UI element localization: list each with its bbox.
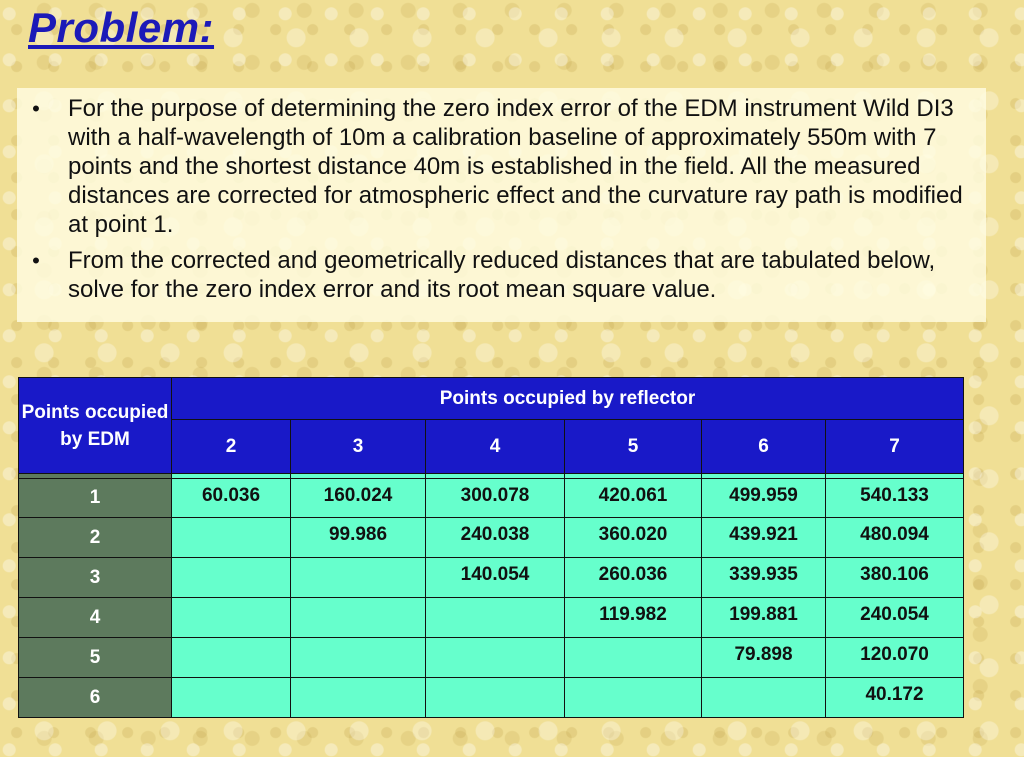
table-cell: 240.054 (826, 598, 964, 638)
table-cell (426, 678, 565, 718)
column-header: 2 (172, 420, 291, 474)
distance-table (18, 377, 964, 718)
column-header: 3 (291, 420, 426, 474)
table-cell (291, 598, 426, 638)
table-cell: 119.982 (565, 598, 702, 638)
slide-title: Problem: (28, 4, 215, 51)
table-row (19, 558, 964, 598)
table-cell: 199.881 (702, 598, 826, 638)
table-cell (565, 678, 702, 718)
table-cell: 40.172 (826, 678, 964, 718)
table-cell: 499.959 (702, 479, 826, 518)
table-cell: 260.036 (565, 558, 702, 598)
table-cell (172, 558, 291, 598)
table-cell (172, 518, 291, 558)
table-row (19, 678, 964, 718)
column-header: 6 (702, 420, 826, 474)
bullet-text: From the corrected and geometrically reduced distances that are tabulated below, solve for the zero index error and its root mean square value. (68, 247, 936, 303)
row-label: 2 (19, 518, 172, 558)
column-header: 7 (826, 420, 964, 474)
row-label: 4 (19, 598, 172, 638)
table-cell: 480.094 (826, 518, 964, 558)
table-cell: 540.133 (826, 479, 964, 518)
table-cell (426, 638, 565, 678)
bullet-item (17, 88, 986, 239)
row-label: 1 (19, 479, 172, 518)
table-cell (172, 678, 291, 718)
row-label: 3 (19, 558, 172, 598)
table-row (19, 638, 964, 678)
table-cell (172, 638, 291, 678)
table-cell (565, 638, 702, 678)
bullet-text: For the purpose of determining the zero index error of the EDM instrument Wild DI3 with a half-wavelength of 10m a calibration baseline of approximately 550m with 7 points and the shortest distance 40m is established in the field. All the measured distances are corrected for atmospheric effect and the curvature ray path is modified at point 1. (68, 95, 963, 238)
bullet-icon: • (32, 96, 40, 121)
table-cell: 79.898 (702, 638, 826, 678)
bullet-list (17, 88, 986, 304)
table-cell (291, 558, 426, 598)
table-row (19, 479, 964, 518)
reflector-points-header: Points occupied by reflector (172, 378, 964, 420)
table-cell: 60.036 (172, 479, 291, 518)
table-cell (702, 678, 826, 718)
table-cell: 339.935 (702, 558, 826, 598)
table-cell: 300.078 (426, 479, 565, 518)
edm-points-header: Points occupied by EDM (19, 378, 172, 474)
table-row (19, 518, 964, 558)
bullet-icon: • (32, 248, 40, 273)
table-cell (172, 598, 291, 638)
table-cell (291, 678, 426, 718)
column-header: 4 (426, 420, 565, 474)
table-cell (291, 638, 426, 678)
bullet-item (17, 246, 986, 304)
table-row (19, 598, 964, 638)
table-cell (426, 598, 565, 638)
table-cell: 120.070 (826, 638, 964, 678)
table-cell: 380.106 (826, 558, 964, 598)
table-cell: 160.024 (291, 479, 426, 518)
table-cell: 240.038 (426, 518, 565, 558)
table-cell: 140.054 (426, 558, 565, 598)
table-cell: 420.061 (565, 479, 702, 518)
table-cell: 99.986 (291, 518, 426, 558)
table-cell: 439.921 (702, 518, 826, 558)
row-label: 6 (19, 678, 172, 718)
table-cell: 360.020 (565, 518, 702, 558)
row-label: 5 (19, 638, 172, 678)
problem-text-box (17, 88, 986, 322)
column-header: 5 (565, 420, 702, 474)
